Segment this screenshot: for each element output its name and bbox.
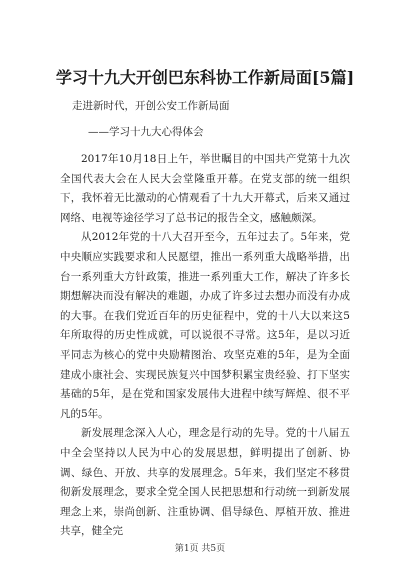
document-subtitle: 走进新时代，开创公安工作新局面 [72,100,230,112]
body-paragraph: 从2012年党的十八大召开至今，五年过去了。5年来，党中央顺应实践要求和人民愿望，推出一系列重大战略举措，出台一系列重大方针政策，推进一系列重大工作，解决了许多长期想解决而没有解决的难题，办成了许多过去想办而没有办成的大事。在我们党近百年的历史征程中，党的十八大以来这5年所取得的历史性成就，可以说很不寻常。这5年，是以习近平同志为核心的党中央励精图治、攻坚克难的5年，是为全面建成小康社会、实现民族复兴中国梦积累宝贵经验、打下坚实基础的5年，是在党和国家发展伟大进程中续写辉煌、很不平凡的5年。 [60,231,350,420]
document-body [60,150,350,542]
document-subtitle-attribution: ——学习十九大心得体会 [88,126,204,138]
body-paragraph: 2017年10月18日上午，举世瞩目的中国共产党第十九次全国代表大会在人民大会堂隆重开幕。在党支部的统一组织下，我怀着无比激动的心情观看了十九大开幕式，后来又通过网络、电视等途径学习了总书记的报告全文，感触颇深。 [60,153,350,224]
document-title: 学习十九大开创巴东科协工作新局面[5篇] [55,68,355,87]
page-footer: 第1页 共5页 [174,544,226,554]
body-paragraph: 新发展理念深入人心，理念是行动的先导。党的十八届五中全会坚持以人民为中心的发展思想，鲜明提出了创新、协调、绿色、开放、共享的发展理念。5年来，我们坚定不移贯彻新发展理念，要求全党全国人民把思想和行动统一到新发展理念上来，崇尚创新、注重协调、倡导绿色、厚植开放、推进共享，健全完 [60,427,350,538]
